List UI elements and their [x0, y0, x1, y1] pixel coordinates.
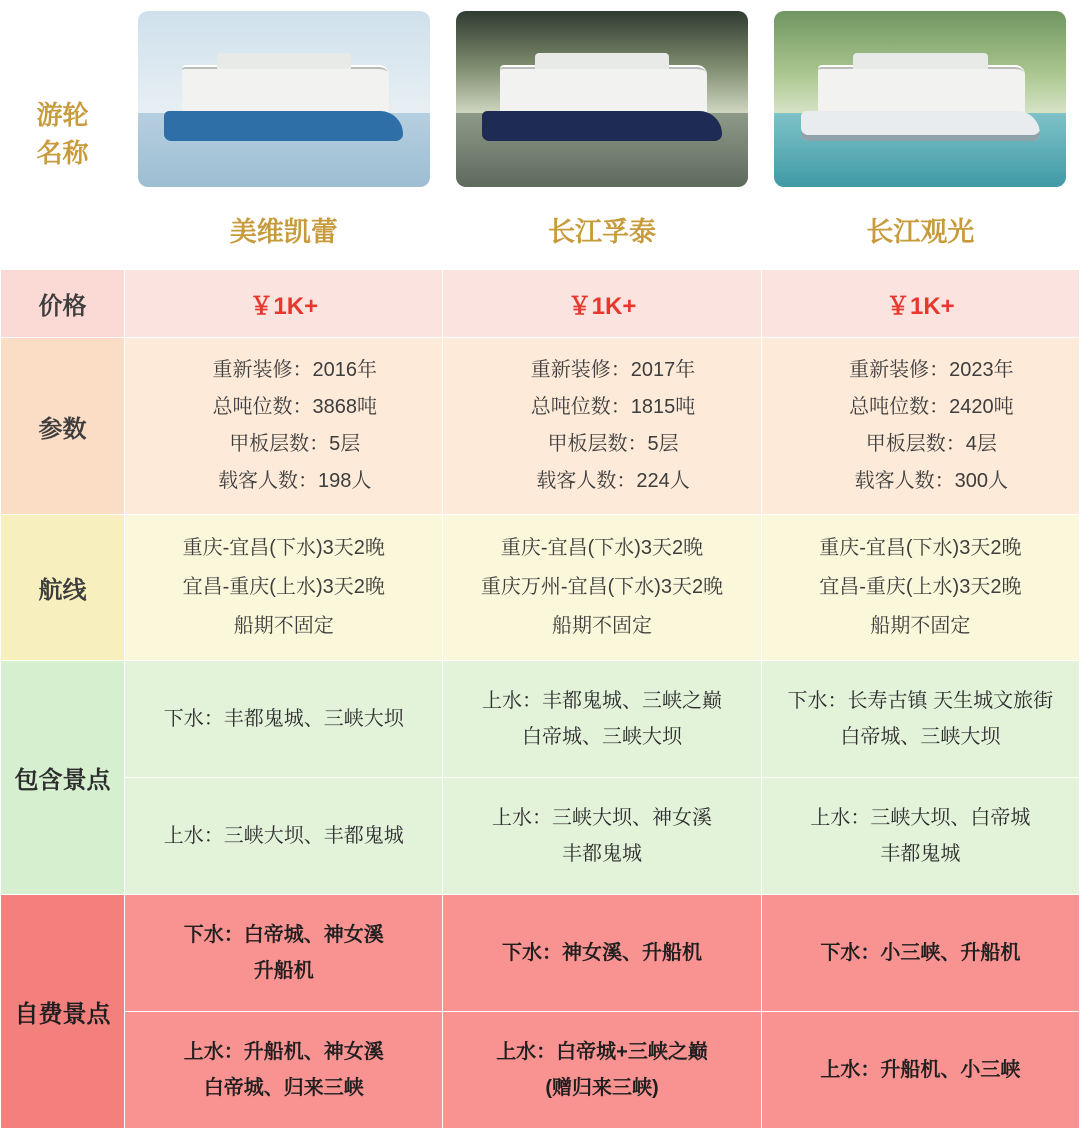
photo-ship-hull	[801, 111, 1040, 141]
paid-line: 上水：升船机、小三峡	[820, 1059, 1021, 1081]
photo-ship-decks	[818, 65, 1025, 113]
table-row-paid-up	[1, 1012, 1080, 1129]
route-line: 船期不固定	[233, 615, 334, 637]
photo-ship-hull	[482, 111, 721, 141]
photo-ship-top	[535, 53, 669, 69]
included-line: 上水：丰都鬼城、三峡之巅	[482, 690, 723, 712]
included-down-3	[761, 661, 1079, 778]
route-line: 重庆-宜昌(下水)3天2晚	[819, 537, 1022, 559]
paid-down-3	[761, 895, 1079, 1012]
photo-ship-hull	[164, 111, 403, 141]
included-line: 上水：三峡大坝、白帝城	[810, 807, 1031, 829]
route-line: 船期不固定	[552, 615, 653, 637]
param-line: 总吨位数：1815吨	[530, 396, 696, 418]
param-line: 载客人数：198人	[218, 470, 372, 492]
included-line: 丰都鬼城	[880, 843, 961, 865]
price-1: ￥1K+	[125, 270, 443, 338]
photo-ship-top	[853, 53, 987, 69]
row-label-included: 包含景点	[1, 661, 125, 895]
included-up-1	[125, 778, 443, 895]
row-label-price: 价格	[1, 270, 125, 338]
ship-photo-cell-1	[125, 1, 443, 194]
photo-ship-decks	[182, 65, 389, 113]
route-line: 重庆万州-宜昌(下水)3天2晚	[480, 576, 724, 598]
paid-line: 下水：白帝城、神女溪	[183, 924, 384, 946]
ship-photo-cell-3	[761, 1, 1079, 194]
param-line: 甲板层数：4层	[865, 433, 997, 455]
table-row-params	[1, 338, 1080, 515]
param-line: 载客人数：300人	[854, 470, 1009, 492]
price-3: ￥1K+	[761, 270, 1079, 338]
included-line: 丰都鬼城	[562, 843, 643, 865]
paid-line: 下水：小三峡、升船机	[820, 942, 1021, 964]
param-line: 重新装修：2017年	[530, 359, 696, 381]
param-line: 载客人数：224人	[536, 470, 690, 492]
param-line: 总吨位数：2420吨	[849, 396, 1014, 418]
route-line: 重庆-宜昌(下水)3天2晚	[182, 537, 385, 559]
params-3	[761, 338, 1079, 515]
table-row-photos	[1, 1, 1080, 194]
included-line: 下水：长寿古镇 天生城文旅街	[787, 690, 1054, 712]
cruise-ship-photo	[774, 11, 1066, 187]
table-row-included-up	[1, 778, 1080, 895]
ship-name-label-line2: 名称	[36, 138, 89, 168]
paid-down-1	[125, 895, 443, 1012]
route-line: 宜昌-重庆(上水)3天2晚	[182, 576, 385, 598]
paid-line: 上水：白帝城+三峡之巅	[496, 1041, 708, 1063]
included-line: 上水：三峡大坝、丰都鬼城	[163, 825, 404, 847]
route-1	[125, 515, 443, 661]
param-line: 重新装修：2023年	[849, 359, 1014, 381]
photo-ship-top	[217, 53, 351, 69]
table-row-route	[1, 515, 1080, 661]
row-label-params: 参数	[1, 338, 125, 515]
ship-photo-cell-2	[443, 1, 761, 194]
paid-line: 升船机	[253, 960, 314, 982]
ship-name-2: 长江孚泰	[443, 194, 761, 270]
param-line: 甲板层数：5层	[547, 433, 679, 455]
table-row-price	[1, 270, 1080, 338]
paid-up-1	[125, 1012, 443, 1129]
ship-name-label-line1: 游轮	[36, 100, 89, 131]
param-line: 总吨位数：3868吨	[212, 396, 377, 418]
paid-line: (赠归来三峡)	[545, 1077, 659, 1099]
row-label-ship-name	[1, 1, 125, 270]
route-line: 重庆-宜昌(下水)3天2晚	[500, 537, 704, 559]
route-line: 宜昌-重庆(上水)3天2晚	[819, 576, 1022, 598]
ship-name-3: 长江观光	[761, 194, 1079, 270]
included-down-1	[125, 661, 443, 778]
cruise-ship-photo	[138, 11, 430, 187]
table-row-ship-names	[1, 194, 1080, 270]
included-up-3	[761, 778, 1079, 895]
paid-line: 下水：神女溪、升船机	[502, 942, 703, 964]
price-2: ￥1K+	[443, 270, 761, 338]
paid-line: 上水：升船机、神女溪	[183, 1041, 384, 1063]
paid-down-2	[443, 895, 761, 1012]
params-1	[125, 338, 443, 515]
params-2	[443, 338, 761, 515]
included-down-2	[443, 661, 761, 778]
included-line: 上水：三峡大坝、神女溪	[492, 807, 713, 829]
route-line: 船期不固定	[870, 615, 971, 637]
route-3	[761, 515, 1079, 661]
paid-up-3	[761, 1012, 1079, 1129]
ship-name-1: 美维凯蕾	[125, 194, 443, 270]
cruise-ship-photo	[456, 11, 748, 187]
param-line: 重新装修：2016年	[212, 359, 377, 381]
row-label-paid: 自费景点	[1, 895, 125, 1129]
included-line: 下水：丰都鬼城、三峡大坝	[163, 708, 404, 730]
route-2	[443, 515, 761, 661]
paid-up-2	[443, 1012, 761, 1129]
included-line: 白帝城、三峡大坝	[522, 726, 683, 748]
table-row-paid-down	[1, 895, 1080, 1012]
photo-ship-decks	[500, 65, 707, 113]
param-line: 甲板层数：5层	[229, 433, 361, 455]
row-label-route: 航线	[1, 515, 125, 661]
table-row-included-down	[1, 661, 1080, 778]
paid-line: 白帝城、归来三峡	[203, 1077, 364, 1099]
included-up-2	[443, 778, 761, 895]
included-line: 白帝城、三峡大坝	[840, 726, 1001, 748]
